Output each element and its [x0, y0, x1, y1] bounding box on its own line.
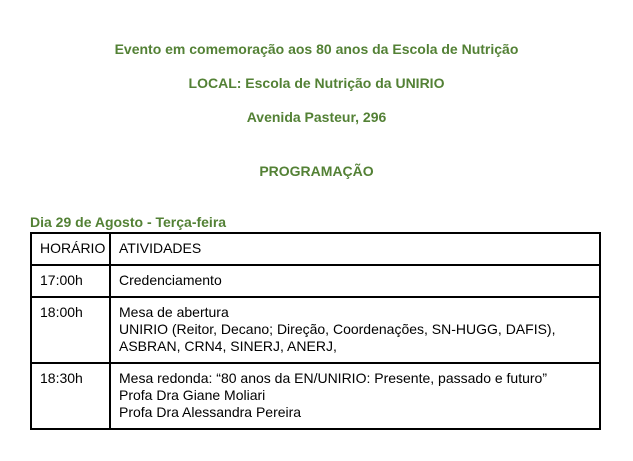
event-address: Avenida Pasteur, 296	[246, 109, 387, 125]
activity-line: Mesa redonda: “80 anos da EN/UNIRIO: Presente, passado e futuro”	[119, 370, 548, 386]
time-cell: 18:00h	[31, 297, 110, 363]
activity-line: Credenciamento	[119, 272, 222, 288]
table-row	[31, 265, 600, 297]
schedule-table	[30, 232, 601, 430]
table-row	[31, 363, 600, 429]
activity-line: UNIRIO (Reitor, Decano; Direção, Coordenações, SN-HUGG, DAFIS),	[119, 321, 556, 337]
activity-line: Mesa de abertura	[119, 304, 229, 320]
activity-line: Profa Dra Giane Moliari	[119, 387, 266, 403]
table-row	[31, 297, 600, 363]
program-heading: PROGRAMAÇÃO	[259, 163, 374, 179]
table-header-row	[31, 233, 600, 265]
activity-line: ASBRAN, CRN4, SINERJ, ANERJ,	[119, 338, 337, 354]
document-header	[0, 0, 633, 179]
column-header-horario: HORÁRIO	[31, 233, 110, 265]
column-header-atividades: ATIVIDADES	[110, 233, 600, 265]
time-cell: 17:00h	[31, 265, 110, 297]
activity-cell	[110, 297, 600, 363]
activity-cell	[110, 265, 600, 297]
activity-cell	[110, 363, 600, 429]
event-title: Evento em comemoração aos 80 anos da Escola de Nutrição	[114, 41, 519, 57]
day-heading: Dia 29 de Agosto - Terça-feira	[30, 214, 227, 230]
activity-line: Profa Dra Alessandra Pereira	[119, 404, 302, 420]
event-location: LOCAL: Escola de Nutrição da UNIRIO	[188, 75, 445, 91]
time-cell: 18:30h	[31, 363, 110, 429]
